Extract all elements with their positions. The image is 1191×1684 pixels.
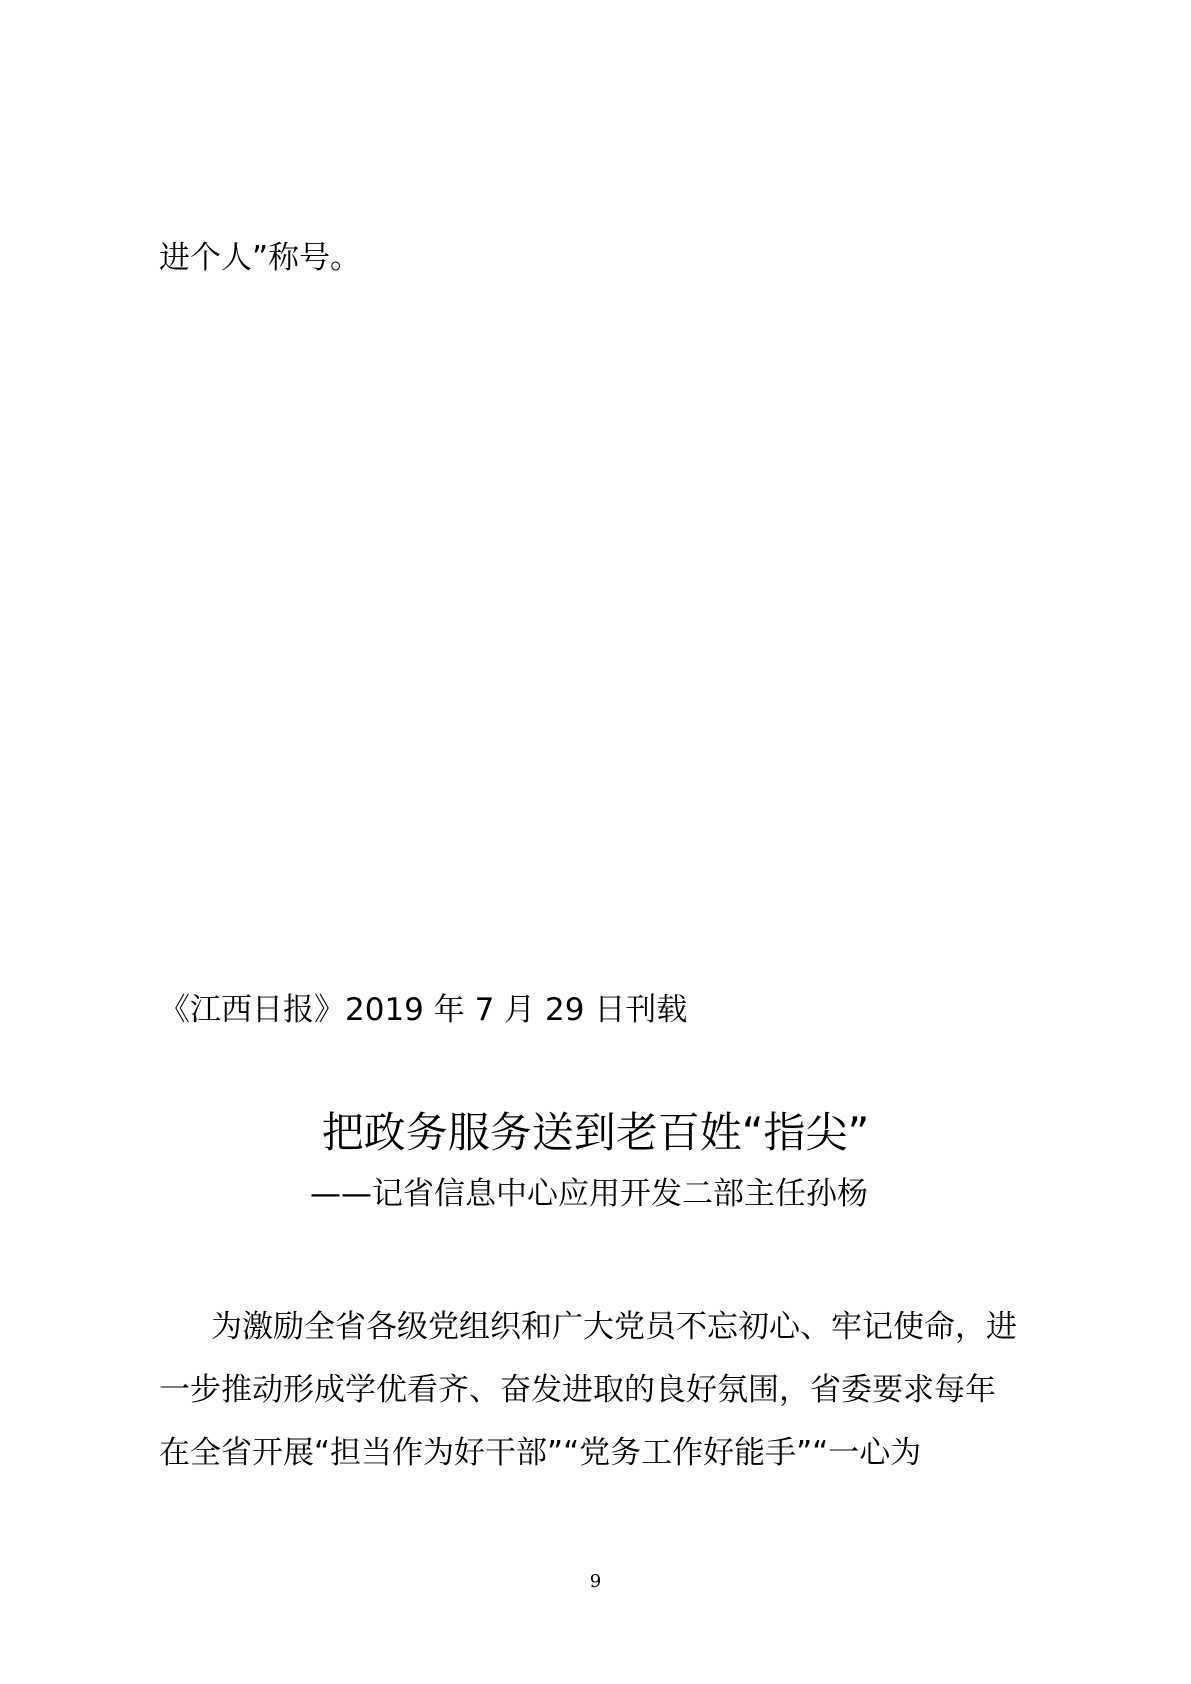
source-line: 《江西日报》2019 年 7 月 29 日刊载 bbox=[159, 992, 688, 1028]
page-number: 9 bbox=[589, 1571, 602, 1592]
article-body-paragraph bbox=[159, 1296, 1039, 1485]
article-title: 把政务服务送到老百姓“指尖” bbox=[321, 1108, 870, 1157]
carry-over-text: 进个人”称号。 bbox=[159, 240, 362, 276]
body-line: 一步推动形成学优看齐、奋发进取的良好氛围，省委要求每年 bbox=[159, 1372, 996, 1408]
body-line: 在全省开展“担当作为好干部”“党务工作好能手”“一心为 bbox=[159, 1435, 922, 1471]
body-line: 为激励全省各级党组织和广大党员不忘初心、牢记使命，进 bbox=[211, 1309, 1017, 1345]
article-subtitle: ——记省信息中心应用开发二部主任孙杨 bbox=[310, 1176, 868, 1212]
